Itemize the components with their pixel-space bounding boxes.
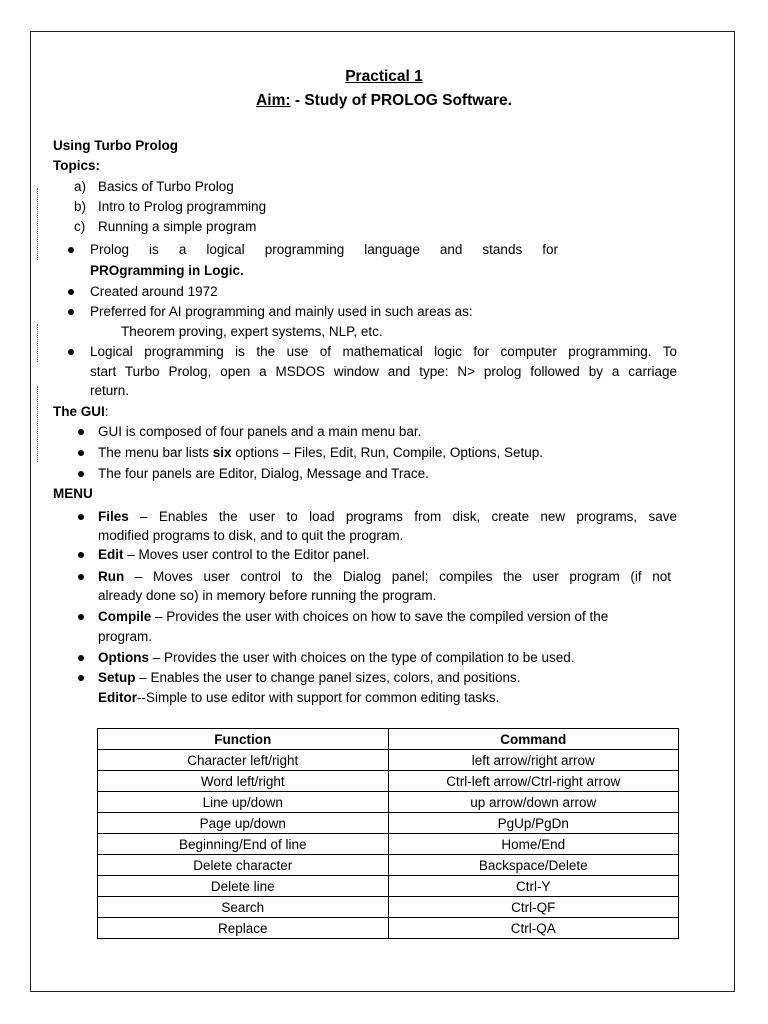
bullet-icon [78, 514, 84, 520]
command-cell: Ctrl-QA [388, 918, 679, 939]
command-cell: Backspace/Delete [388, 855, 679, 876]
setup-description: Setup – Enables the user to change panel sizes, colors, and positions. [98, 670, 521, 685]
aim-text: - Study of PROLOG Software. [290, 92, 512, 109]
gui-item: GUI is composed of four panels and a main menu bar. [98, 424, 422, 439]
prolog-definition: Prolog is a logical programming language and stands for [90, 242, 558, 257]
prolog-acronym: PROgramming in Logic. [90, 263, 244, 278]
function-cell: Word left/right [98, 771, 389, 792]
compile-description-cont: program. [98, 629, 153, 644]
preferred-areas: Theorem proving, expert systems, NLP, etc. [121, 324, 383, 339]
table-row [98, 792, 679, 813]
logical-programming-line: Logical programming is the use of mathematical logic for computer programming. To [90, 344, 677, 359]
files-description-cont: modified programs to disk, and to quit the program. [98, 528, 404, 543]
aim-label: Aim: [256, 92, 291, 109]
practical-title: Practical 1 [345, 68, 423, 85]
run-description-cont: already done so) in memory before running the program. [98, 588, 437, 603]
created-text: Created around 1972 [90, 284, 218, 299]
function-cell: Search [98, 897, 389, 918]
bullet-icon [78, 675, 84, 681]
margin-change-mark [37, 188, 38, 260]
menu-heading: MENU [53, 486, 93, 501]
bullet-icon [78, 614, 84, 620]
table-row [98, 771, 679, 792]
bullet-icon [68, 309, 74, 315]
table-row [98, 813, 679, 834]
gui-menu-item: The menu bar lists six options – Files, Edit, Run, Compile, Options, Setup. [98, 445, 543, 460]
function-cell: Line up/down [98, 792, 389, 813]
bullet-icon [68, 289, 74, 295]
bullet-icon [78, 552, 84, 558]
margin-change-mark [37, 386, 38, 462]
table-row [98, 897, 679, 918]
table-row [98, 834, 679, 855]
bullet-icon [68, 349, 74, 355]
gui-heading: The GUI: [53, 404, 109, 419]
topic-marker: c) [74, 219, 86, 234]
bullet-icon [78, 429, 84, 435]
function-cell: Replace [98, 918, 389, 939]
bullet-icon [78, 655, 84, 661]
topic-item: Basics of Turbo Prolog [98, 179, 234, 194]
run-description: Run – Moves user control to the Dialog panel; compiles the user program (if not [98, 569, 671, 584]
table-header-row [98, 729, 679, 750]
logical-programming-line: return. [90, 383, 130, 398]
table-row [98, 750, 679, 771]
command-cell: PgUp/PgDn [388, 813, 679, 834]
command-cell: Ctrl-QF [388, 897, 679, 918]
gui-item: The four panels are Editor, Dialog, Message and Trace. [98, 466, 429, 481]
topic-item: Intro to Prolog programming [98, 199, 267, 214]
column-header-command: Command [388, 729, 679, 750]
compile-description: Compile – Provides the user with choices on how to save the compiled version of the [98, 609, 609, 624]
command-cell: up arrow/down arrow [388, 792, 679, 813]
using-heading: Using Turbo Prolog [53, 138, 178, 153]
bullet-icon [78, 471, 84, 477]
topic-marker: b) [74, 199, 87, 214]
command-cell: Ctrl-Y [388, 876, 679, 897]
editor-description: Editor--Simple to use editor with support for common editing tasks. [98, 690, 500, 705]
command-cell: Home/End [388, 834, 679, 855]
edit-description: Edit – Moves user control to the Editor panel. [98, 547, 370, 562]
table-row [98, 918, 679, 939]
function-cell: Delete line [98, 876, 389, 897]
function-cell: Beginning/End of line [98, 834, 389, 855]
function-cell: Character left/right [98, 750, 389, 771]
table-row [98, 855, 679, 876]
bullet-icon [78, 574, 84, 580]
bullet-icon [78, 450, 84, 456]
topic-item: Running a simple program [98, 219, 257, 234]
table-row [98, 876, 679, 897]
topic-marker: a) [74, 179, 87, 194]
logical-programming-line: start Turbo Prolog, open a MSDOS window and type: N> prolog followed by a carriage [90, 364, 677, 379]
column-header-function: Function [98, 729, 389, 750]
preferred-text: Preferred for AI programming and mainly used in such areas as: [90, 304, 473, 319]
bullet-icon [68, 247, 74, 253]
function-cell: Delete character [98, 855, 389, 876]
margin-change-mark [37, 324, 38, 362]
options-description: Options – Provides the user with choices on the type of compilation to be used. [98, 650, 575, 665]
files-description: Files – Enables the user to load programs from disk, create new programs, save [98, 509, 677, 524]
editor-commands-table [97, 728, 679, 939]
topics-heading: Topics: [53, 158, 100, 173]
aim-heading [0, 92, 768, 110]
command-cell: Ctrl-left arrow/Ctrl-right arrow [388, 771, 679, 792]
function-cell: Page up/down [98, 813, 389, 834]
command-cell: left arrow/right arrow [388, 750, 679, 771]
